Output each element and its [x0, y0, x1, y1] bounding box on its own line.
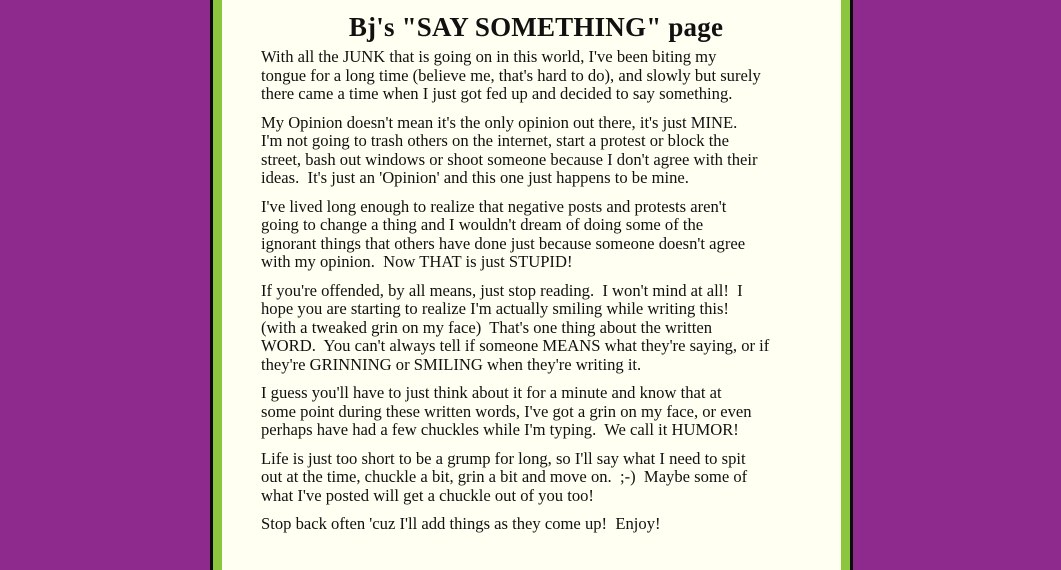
paragraph-5: I guess you'll have to just think about it for a minute and know that at some point during these written words, I've got a grin on my face, or even perhaps have had a few chuckles while I'm typing. We call it HUMOR! [261, 383, 752, 439]
page-title: Bj's "SAY SOMETHING" page [348, 12, 724, 42]
paragraph-4: If you're offended, by all means, just stop reading. I won't mind at all! I hope you are starting to realize I'm actually smiling while writing this! (with a tweaked grin on my face) That's one thing about the written WORD. You can't always tell if someone MEANS what they're saying, or if they're GRINNING or SMILING when they're writing it. [261, 280, 770, 374]
paragraph-3: I've lived long enough to realize that negative posts and protests aren't going to change a thing and I wouldn't dream of doing some of the ignorant things that others have done just because someone doesn't agree with my opinion. Now THAT is just STUPID! [261, 196, 746, 271]
paragraph-2: My Opinion doesn't mean it's the only opinion out there, it's just MINE. I'm not going to trash others on the internet, start a protest or block the street, bash out windows or shoot someone because I don't agree with their ideas. It's just an 'Opinion' and this one just happens to be mine. [261, 112, 758, 187]
paragraph-1: With all the JUNK that is going on in this world, I've been biting my tongue for a long time (believe me, that's hard to do), and slowly but surely there came a time when I just got fed up and decided to say something. [261, 47, 761, 103]
page-frame-green-border-fill [213, 0, 850, 570]
page-frame [210, 0, 853, 570]
content-panel [222, 0, 841, 570]
paragraph-6: Life is just too short to be a grump for long, so I'll say what I need to spit out at the time, chuckle a bit, grin a bit and move on. ;-) Maybe some of what I've posted will get a chuckle out of you too! [261, 448, 748, 505]
paragraph-7: Stop back often 'cuz I'll add things as they come up! Enjoy! [261, 514, 661, 533]
